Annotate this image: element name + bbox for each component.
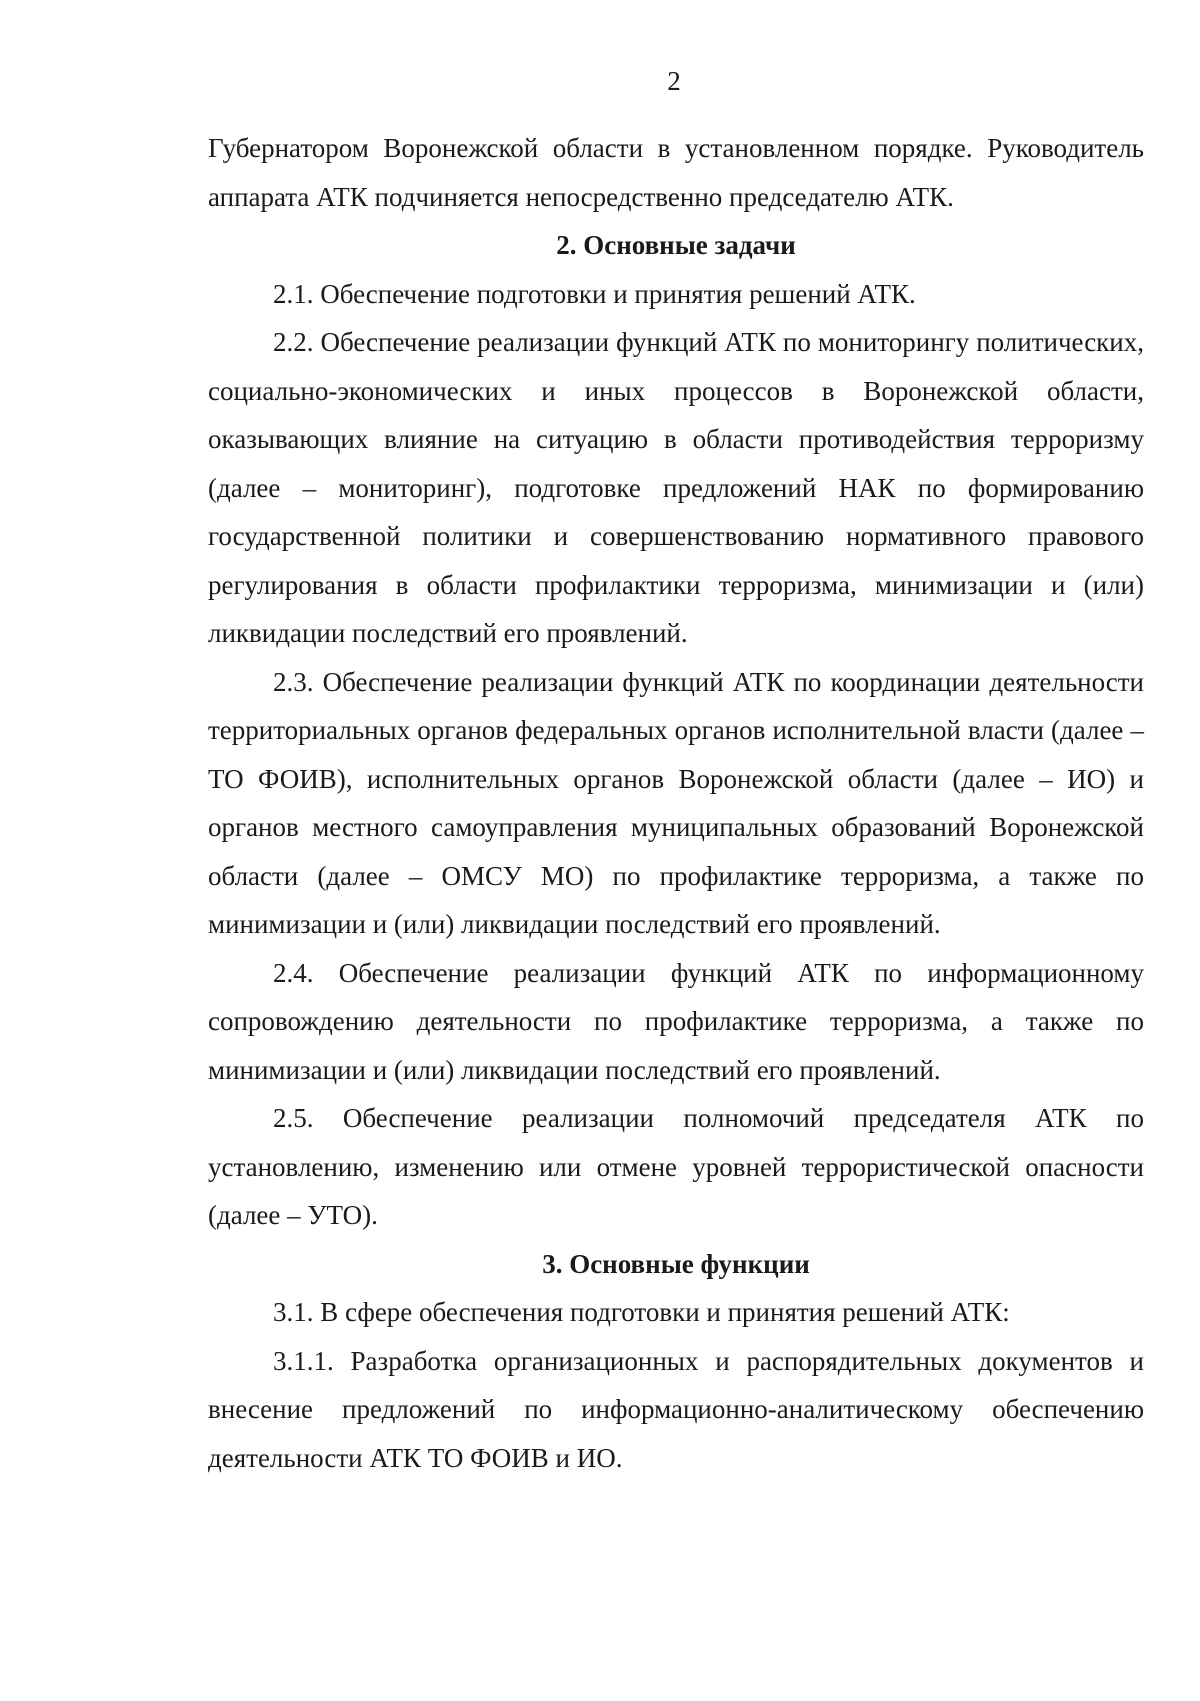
document-body <box>208 124 1144 1482</box>
section-heading-functions: 3. Основные функции <box>542 1248 810 1279</box>
paragraph-2-3: 2.3. Обеспечение реализации функций АТК по координации деятельности территориальных органов федеральных органов исполнительной власти (далее – ТО ФОИВ), исполнительных органов Воронежской области (далее – ИО) и органов местного самоуправления муниципальных образований Воронежской области (далее – ОМСУ МО) по профилактике терроризма, а также по минимизации и (или) ликвидации последствий его проявлений. <box>208 666 1144 939</box>
section-heading-tasks: 2. Основные задачи <box>556 230 796 260</box>
paragraph-3-1-1: 3.1.1. Разработка организационных и распорядительных документов и внесение предложений по информационно-аналитическому обеспечению деятельности АТК ТО ФОИВ и ИО. <box>208 1345 1144 1473</box>
paragraph-2-4: 2.4. Обеспечение реализации функций АТК по информационному сопровождению деятельности по профилактике терроризма, а также по минимизации и (или) ликвидации последствий его проявлений. <box>208 957 1144 1085</box>
page-number: 2 <box>667 66 681 96</box>
paragraph-2-1: 2.1. Обеспечение подготовки и принятия решений АТК. <box>273 278 916 309</box>
paragraph-continuation: Губернатором Воронежской области в установленном порядке. Руководитель аппарата АТК подчиняется непосредственно председателю АТК. <box>208 133 1144 212</box>
paragraph-2-5: 2.5. Обеспечение реализации полномочий председателя АТК по установлению, изменению или отмене уровней террористической опасности (далее – УТО). <box>208 1103 1144 1230</box>
paragraph-2-2: 2.2. Обеспечение реализации функций АТК по мониторингу политических, социально-экономических и иных процессов в Воронежской области, оказывающих влияние на ситуацию в области противодействия терроризму (далее – мониторинг), подготовке предложений НАК по формированию государственной политики и совершенствованию нормативного правового регулирования в области профилактики терроризма, минимизации и (или) ликвидации последствий его проявлений. <box>208 327 1144 648</box>
paragraph-3-1: 3.1. В сфере обеспечения подготовки и принятия решений АТК: <box>273 1297 1010 1327</box>
